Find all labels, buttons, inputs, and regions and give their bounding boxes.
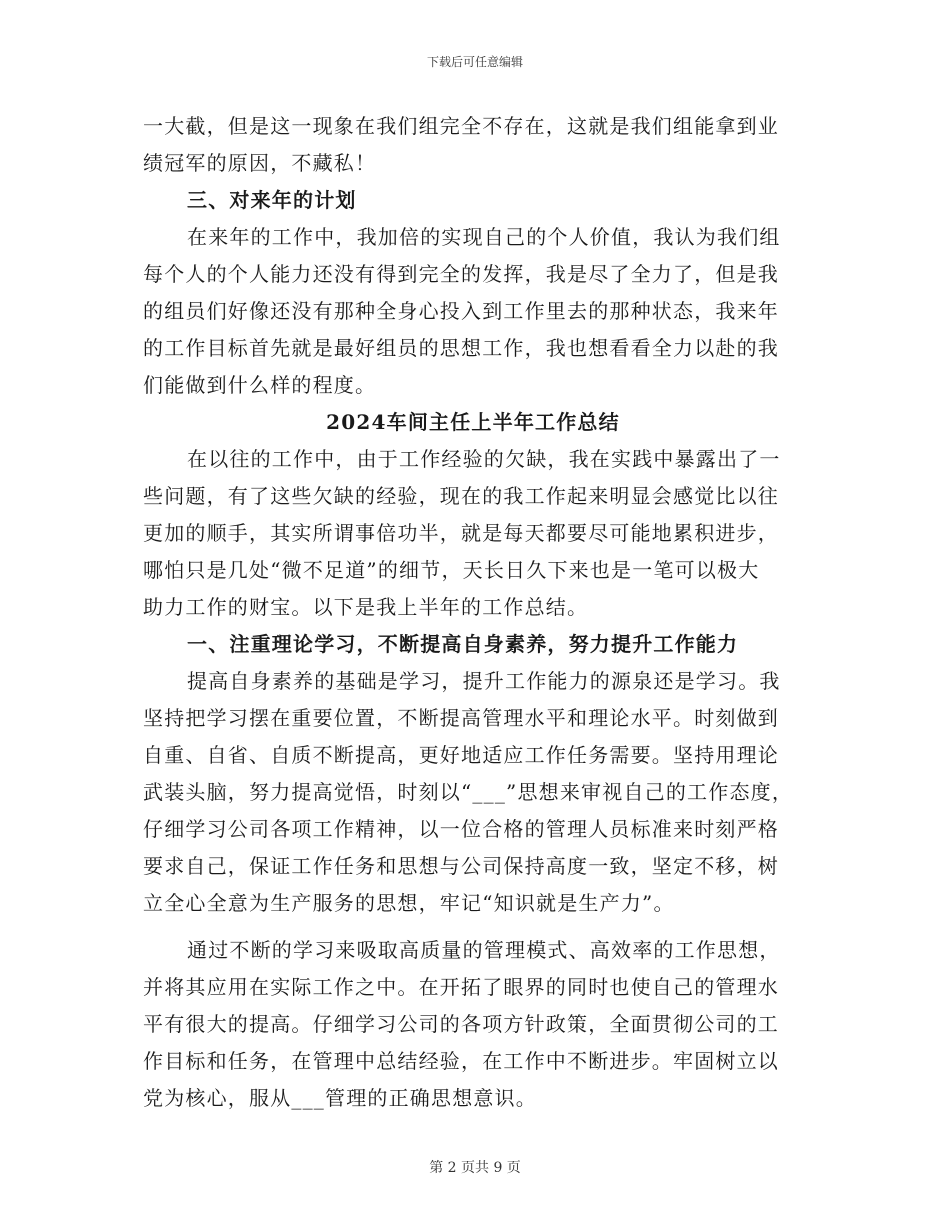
body-line: 一大截，但是这一现象在我们组完全不存在，这就是我们组能拿到业 [143, 114, 779, 138]
page-footer: 第 2 页共 9 页 [429, 1160, 521, 1176]
body-line: 的组员们好像还没有那种全身心投入到工作里去的那种状态，我来年 [143, 299, 779, 323]
body-line: 哪怕只是几处“微不足道”的细节，天长日久下来也是一笔可以极大 [143, 558, 760, 582]
body-line: 要求自己，保证工作任务和思想与公司保持高度一致，坚定不移，树 [143, 854, 779, 878]
page-header: 下载后可任意编辑 [426, 55, 523, 69]
body-line: 党为核心，服从___管理的正确思想意识。 [143, 1086, 537, 1110]
paragraph-start: 通过不断的学习来吸取高质量的管理模式、高效率的工作思想， [187, 938, 781, 962]
paragraph-start: 提高自身素养的基础是学习，提升工作能力的源泉还是学习。我 [187, 669, 781, 693]
document-body [143, 108, 803, 1117]
body-line: 助力工作的财宝。以下是我上半年的工作总结。 [143, 595, 589, 619]
body-line: 并将其应用在实际工作之中。在开拓了眼界的同时也使自己的管理水 [143, 975, 779, 999]
body-line: 立全心全意为生产服务的思想，牢记“知识就是生产力”。 [143, 891, 675, 915]
body-line: 仔细学习公司各项工作精神，以一位合格的管理人员标准来时刻严格 [143, 817, 779, 841]
body-line: 自重、自省、自质不断提高，更好地适应工作任务需要。坚持用理论 [143, 743, 779, 767]
body-line: 每个人的个人能力还没有得到完全的发挥，我是尽了全力了，但是我 [143, 262, 779, 286]
document-title: 2024车间主任上半年工作总结 [326, 410, 620, 434]
body-line: 绩冠军的原因，不藏私！ [143, 151, 377, 175]
section-heading: 一、注重理论学习，不断提高自身素养，努力提升工作能力 [187, 632, 739, 656]
body-line: 们能做到什么样的程度。 [143, 373, 377, 397]
body-line: 的工作目标首先就是最好组员的思想工作，我也想看看全力以赴的我 [143, 336, 779, 360]
body-line: 作目标和任务，在管理中总结经验，在工作中不断进步。牢固树立以 [143, 1049, 779, 1073]
paragraph-start: 在以往的工作中，由于工作经验的欠缺，我在实践中暴露出了一 [187, 447, 781, 471]
body-line: 坚持把学习摆在重要位置，不断提高管理水平和理论水平。时刻做到 [143, 706, 779, 730]
paragraph-start: 在来年的工作中，我加倍的实现自己的个人价值，我认为我们组 [187, 225, 781, 249]
body-line: 平有很大的提高。仔细学习公司的各项方针政策，全面贯彻公司的工 [143, 1012, 779, 1036]
body-line: 些问题，有了这些欠缺的经验，现在的我工作起来明显会感觉比以往 [143, 484, 779, 508]
body-line: 更加的顺手，其实所谓事倍功半，就是每天都要尽可能地累积进步， [143, 521, 779, 545]
body-line: 武装头脑，努力提高觉悟，时刻以“___”思想来审视自己的工作态度， [143, 780, 794, 804]
section-heading: 三、对来年的计划 [187, 188, 357, 212]
